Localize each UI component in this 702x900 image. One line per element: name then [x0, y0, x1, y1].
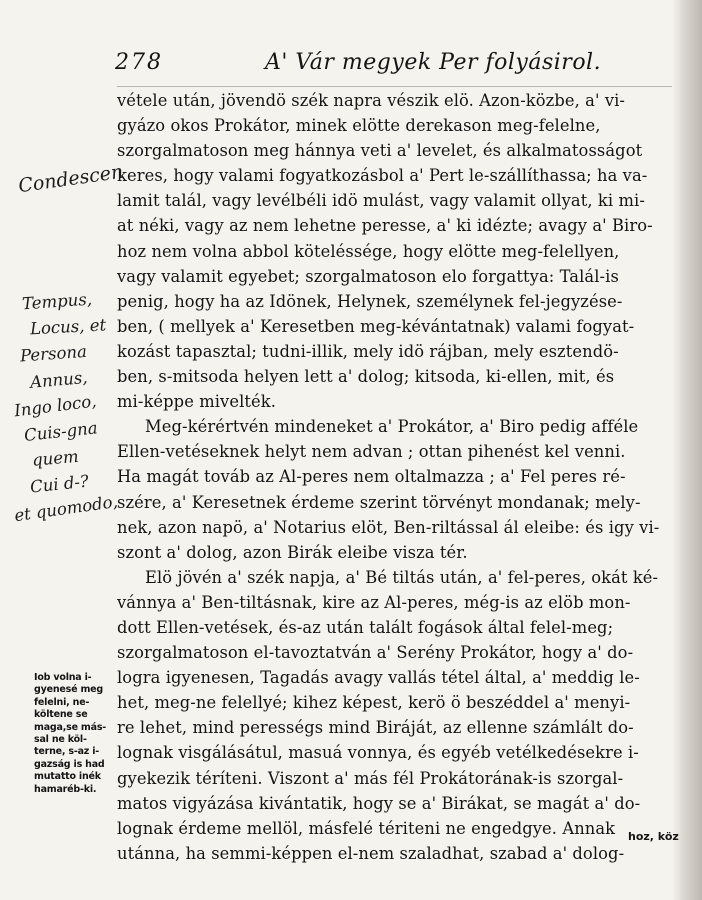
- side-note-line: maga,se más-: [34, 721, 107, 733]
- text-line: ben, s-mitsoda helyen lett a' dolog; kitsoda, ki-ellen, mit, és: [117, 367, 615, 387]
- text-line: lamit talál, vagy levélbéli idö mulást, vagy valamit ollyat, ki mi-: [117, 191, 645, 211]
- handwritten-note-condescen: Condescen: [16, 160, 125, 198]
- handwritten-note: quem: [31, 446, 80, 470]
- side-note-line: mutatto inék: [34, 771, 101, 783]
- handwritten-note: Cui d-?: [29, 471, 90, 497]
- printed-side-note: [34, 672, 124, 796]
- side-note-line: költene se: [34, 709, 88, 721]
- handwritten-note: Persona: [19, 341, 88, 366]
- text-line: penig, hogy ha az Idönek, Helynek, személynek fel-jegyzése-: [117, 291, 623, 311]
- text-line: vétele után, jövendö szék napra vészik elö. Azon-közbe, a' vi-: [117, 91, 626, 110]
- text-line: ben, ( mellyek a' Keresetben meg-kévántatnak) valami fogyat-: [117, 316, 635, 336]
- handwritten-note: Annus,: [29, 367, 89, 392]
- text-line: gyekezik téríteni. Viszont a' más fél Prokátorának-is szorgal-: [117, 768, 624, 788]
- running-title: A' Vár megyek Per folyásirol.: [265, 50, 602, 75]
- text-line: nek, azon napö, a' Notarius elöt, Ben-riltással ál eleibe: és igy vi-: [117, 517, 660, 537]
- text-line: kozást tapasztal; tudni-illik, mely idö rájban, mely esztendö-: [117, 341, 619, 361]
- side-note-line: felelni, ne-: [34, 696, 90, 708]
- text-line: vánnya a' Ben-tiltásnak, kire az Al-peres, még-is az elöb mon-: [117, 592, 631, 612]
- text-line: Ellen-vetéseknek helyt nem advan ; ottan pihenést kel venni.: [117, 442, 626, 462]
- page-header: [115, 50, 675, 84]
- text-line: szorgalmatoson meg hánnya veti a' levelet, és alkalmatosságot: [117, 141, 643, 161]
- text-line: het, meg-ne felellyé; kihez képest, kerö ö beszéddel a' menyi-: [117, 693, 631, 713]
- text-line: lognak visgálásátul, masuá vonnya, és egyéb vetélkedésekre i-: [117, 743, 639, 763]
- text-line: Meg-kérértvén mindeneket a' Prokátor, a' Biro pedig afféle: [145, 417, 639, 437]
- handwritten-note: et quomodo,: [13, 491, 119, 526]
- text-line: utánna, ha semmi-képpen el-nem szaladhat, szabad a' dolog-: [117, 843, 625, 863]
- text-line: mi-képpe mivelték.: [117, 392, 277, 412]
- side-note-line: Iob volna i-: [34, 672, 92, 683]
- text-line: at néki, vagy az nem lehetne peresse, a' ki idézte; avagy a' Biro-: [117, 216, 653, 236]
- handwritten-note: Locus, et: [29, 315, 107, 339]
- side-note-line: gyenesé meg: [34, 684, 103, 696]
- text-line: szére, a' Keresetnek érdeme szerint törvényt mondanak; mely-: [117, 492, 641, 512]
- text-line: matos vigyázása kivántatik, hogy se a' Birákat, se magát a' do-: [117, 793, 641, 813]
- text-line: Elö jövén a' szék napja, a' Bé tiltás után, a' fel-peres, okát ké-: [145, 567, 659, 587]
- text-line: keres, hogy valami fogyatkozásbol a' Pert le-szállíthassa; ha va-: [117, 166, 648, 186]
- handwritten-note: Tempus,: [21, 289, 93, 314]
- header-rule: [117, 86, 672, 87]
- text-line: szorgalmatoson el-tavoztatván a' Serény Prokátor, hogy a' do-: [117, 643, 634, 663]
- text-line: hoz nem volna abbol köteléssége, hogy elötte meg-felellyen,: [117, 241, 620, 261]
- catchword: hoz, köz: [628, 830, 679, 843]
- side-note-line: hamaréb-ki.: [34, 783, 97, 795]
- page-number: 278: [115, 50, 163, 75]
- side-note-line: terne, s-az i-: [34, 746, 100, 758]
- text-line: lognak érdeme mellöl, másfelé tériteni ne engedgye. Annak: [117, 818, 616, 838]
- text-line: Ha magát továb az Al-peres nem oltalmazza ; a' Fel peres ré-: [117, 467, 626, 487]
- side-note-line: sal ne köl-: [34, 734, 87, 746]
- handwritten-margin-list: [4, 288, 119, 526]
- body-text: [117, 88, 677, 866]
- text-line: gyázo okos Prokátor, minek elötte derekason meg-felelne,: [117, 116, 601, 136]
- text-line: vagy valamit egyebet; szorgalmatoson elo forgattya: Talál-is: [117, 266, 619, 286]
- handwritten-note: Cuis-gna: [23, 418, 99, 445]
- side-note-line: gazság is had: [34, 758, 105, 770]
- text-line: szont a' dolog, azon Birák eleibe visza tér.: [117, 542, 468, 562]
- text-line: re lehet, mind perességs mind Biráját, az ellenne számlált do-: [117, 718, 634, 738]
- text-line: logra igyenesen, Tagadás avagy vallás tétel által, a' meddig le-: [117, 668, 640, 688]
- handwritten-note: Ingo loco,: [13, 391, 98, 421]
- text-line: dott Ellen-vetések, és-az után talált fogások által felel-meg;: [117, 617, 614, 637]
